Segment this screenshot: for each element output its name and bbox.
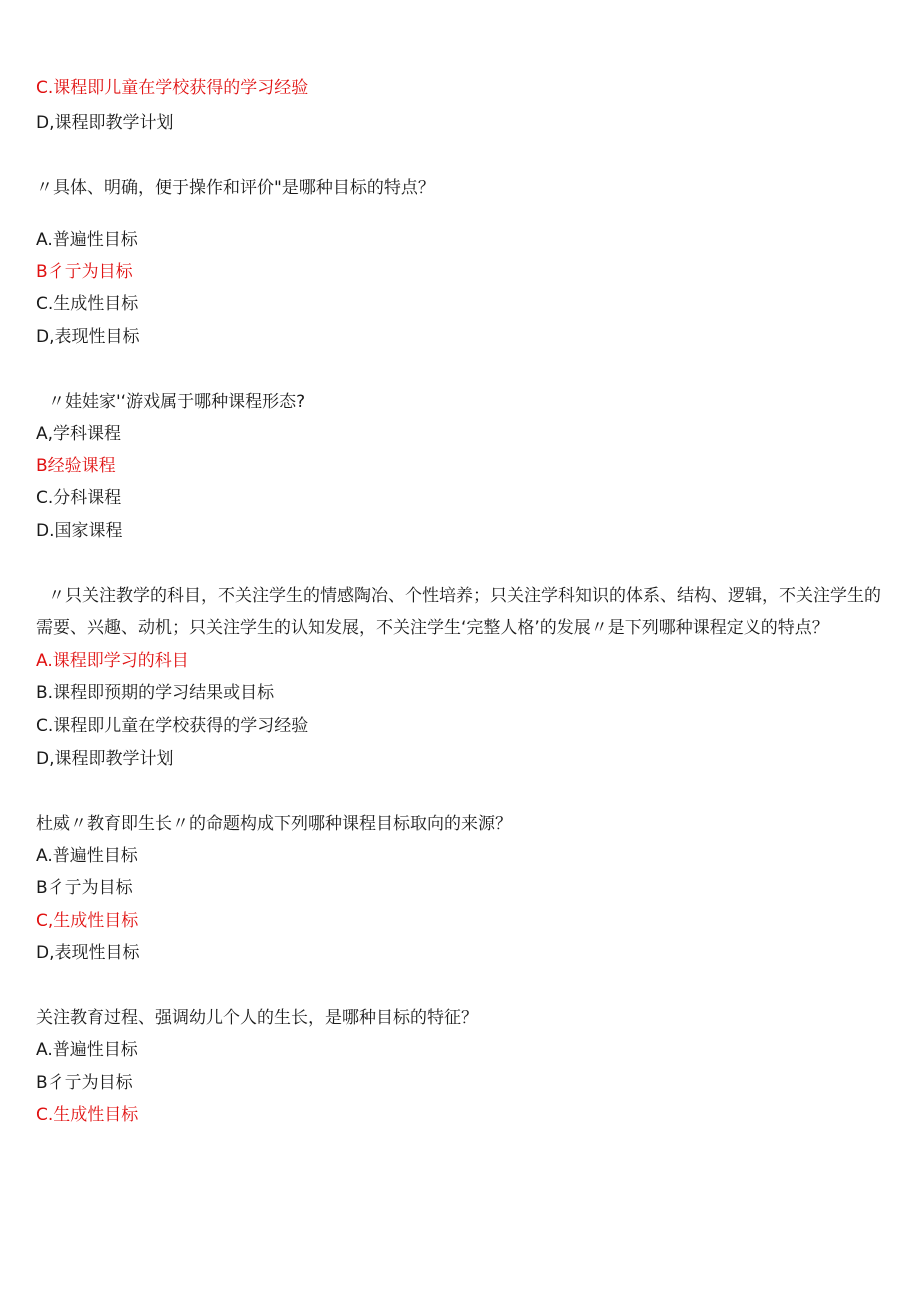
q2-option-d: D.国家课程	[36, 521, 123, 541]
q4-option-a: A.普遍性目标	[36, 846, 138, 866]
q2-answer-option-b: B经验课程	[36, 456, 116, 476]
question-2: 〃娃娃家'‘游戏属于哪种课程形态?	[48, 392, 306, 412]
q2-option-a: A,学科课程	[36, 424, 122, 444]
question-3-line-1: 〃只关注教学的科目，不关注学生的情感陶冶、个性培养；只关注学科知识的体系、结构、逻辑，不关注学生的	[48, 586, 881, 606]
option-d: D,课程即教学计划	[36, 113, 174, 133]
q3-option-c: C.课程即儿童在学校获得的学习经验	[36, 716, 309, 736]
q3-answer-option-a: A.课程即学习的科目	[36, 651, 189, 671]
q1-answer-option-b: B彳亍为目标	[36, 262, 133, 282]
q1-option-a: A.普遍性目标	[36, 230, 138, 250]
question-4: 杜威〃教育即生长〃的命题构成下列哪种课程目标取向的来源？	[36, 814, 512, 834]
q2-option-c: C.分科课程	[36, 488, 122, 508]
q3-option-d: D,课程即教学计划	[36, 749, 174, 769]
q5-option-a: A.普遍性目标	[36, 1040, 138, 1060]
q3-option-b: B.课程即预期的学习结果或目标	[36, 683, 275, 703]
q5-option-b: B彳亍为目标	[36, 1073, 133, 1093]
question-1: 〃具体、明确，便于操作和评价"是哪种目标的特点？	[36, 178, 435, 198]
question-5: 关注教育过程、强调幼儿个人的生长，是哪种目标的特征？	[36, 1008, 478, 1028]
q4-option-b: B彳亍为目标	[36, 878, 133, 898]
answer-option-c: C.课程即儿童在学校获得的学习经验	[36, 78, 309, 98]
q4-answer-option-c: C,生成性目标	[36, 911, 139, 931]
q4-option-d: D,表现性目标	[36, 943, 140, 963]
question-3-line-2: 需要、兴趣、动机；只关注学生的认知发展，不关注学生‘完整人格’的发展〃是下列哪种课程定义的特点？	[36, 618, 829, 638]
q5-answer-option-c: C.生成性目标	[36, 1105, 139, 1125]
q1-option-d: D,表现性目标	[36, 327, 140, 347]
q1-option-c: C.生成性目标	[36, 294, 139, 314]
